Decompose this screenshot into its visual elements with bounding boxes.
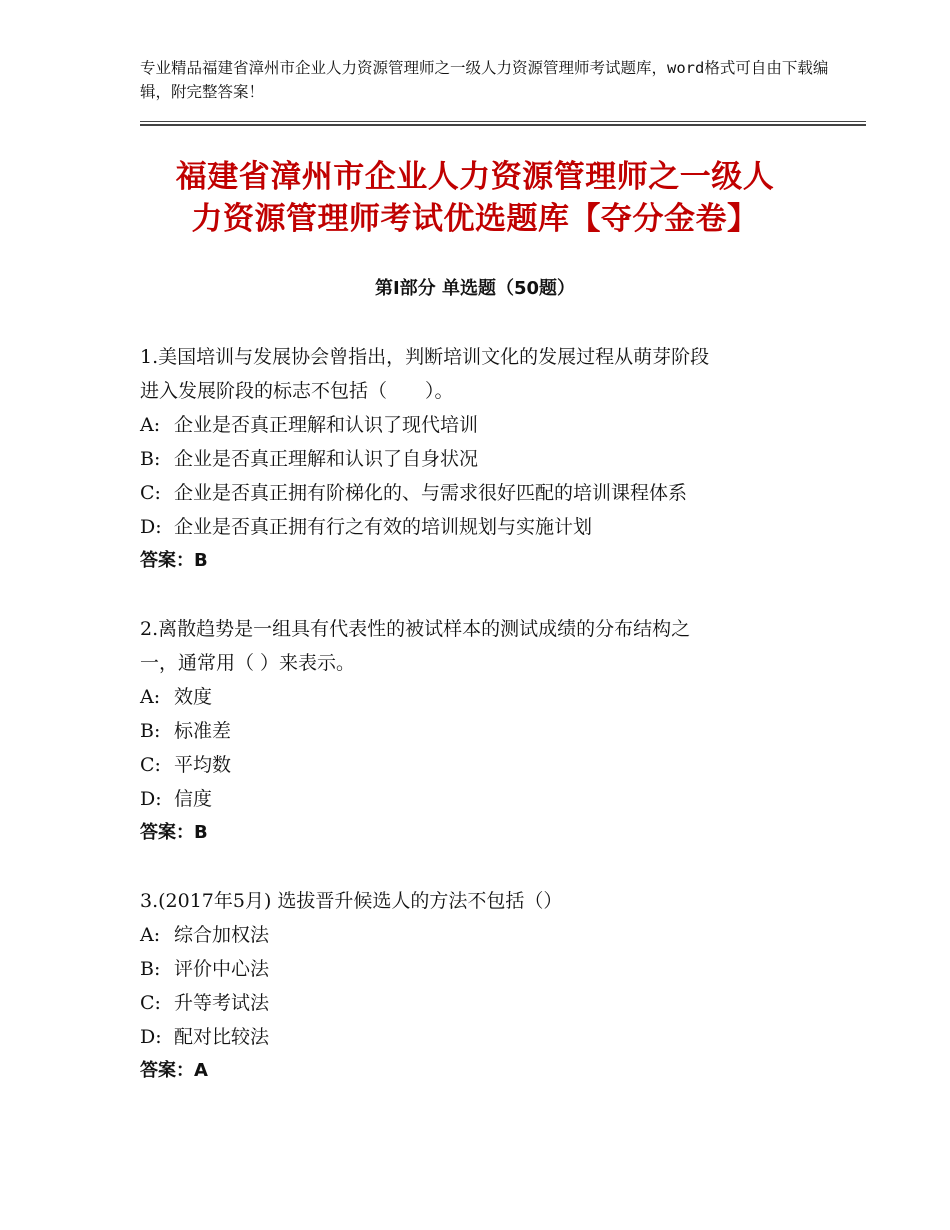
option-d: [140, 782, 810, 816]
option-a: [140, 680, 810, 714]
answer-label: 答案：B: [140, 822, 208, 843]
option-key: C:: [140, 992, 161, 1014]
question-stem: 3.(2017年5月) 选拔晋升候选人的方法不包括（）: [140, 890, 563, 912]
question-stem-continued: 一，通常用（ ）来表示。: [140, 652, 356, 674]
option-key: A:: [140, 414, 161, 436]
option-key: D:: [140, 1026, 162, 1048]
option-key: C:: [140, 482, 161, 504]
question-1: [140, 340, 810, 578]
option-text: 信度: [174, 788, 213, 810]
section-heading: 第Ⅰ部分 单选题（50题）: [374, 278, 575, 299]
answer-label: 答案：A: [140, 1060, 208, 1081]
document-title: [140, 156, 810, 240]
header-divider: [140, 121, 866, 126]
option-d: [140, 510, 810, 544]
option-text: 企业是否真正拥有行之有效的培训规划与实施计划: [174, 516, 593, 538]
option-key: D:: [140, 516, 162, 538]
option-text: 综合加权法: [174, 924, 270, 946]
option-text: 升等考试法: [174, 992, 270, 1014]
option-text: 评价中心法: [174, 958, 270, 980]
option-key: C:: [140, 754, 161, 776]
option-key: A:: [140, 686, 161, 708]
header-note: 专业精品福建省漳州市企业人力资源管理师之一级人力资源管理师考试题库，word格式可自由下载编辑，附完整答案！: [140, 59, 829, 101]
option-text: 配对比较法: [174, 1026, 270, 1048]
option-d: [140, 1020, 810, 1054]
option-c: [140, 748, 810, 782]
question-list: [140, 340, 810, 1122]
answer-label: 答案：B: [140, 550, 208, 571]
question-3: [140, 884, 810, 1088]
option-key: B:: [140, 720, 161, 742]
option-key: A:: [140, 924, 161, 946]
option-c: [140, 476, 810, 510]
option-text: 平均数: [174, 754, 232, 776]
option-c: [140, 986, 810, 1020]
question-stem: 2.离散趋势是一组具有代表性的被试样本的测试成绩的分布结构之: [140, 618, 691, 640]
option-text: 企业是否真正拥有阶梯化的、与需求很好匹配的培训课程体系: [174, 482, 688, 504]
option-text: 企业是否真正理解和认识了自身状况: [174, 448, 479, 470]
title-line-2: 力资源管理师考试优选题库【夺分金卷】: [191, 201, 759, 237]
option-b: [140, 442, 810, 476]
option-key: B:: [140, 958, 161, 980]
option-key: D:: [140, 788, 162, 810]
option-key: B:: [140, 448, 161, 470]
title-line-1: 福建省漳州市企业人力资源管理师之一级人: [175, 159, 775, 195]
question-stem: 1.美国培训与发展协会曾指出，判断培训文化的发展过程从萌芽阶段: [140, 346, 710, 368]
option-text: 企业是否真正理解和认识了现代培训: [174, 414, 479, 436]
option-text: 效度: [174, 686, 213, 708]
option-b: [140, 714, 810, 748]
option-a: [140, 918, 810, 952]
option-a: [140, 408, 810, 442]
option-text: 标准差: [174, 720, 232, 742]
question-2: [140, 612, 810, 850]
option-b: [140, 952, 810, 986]
question-stem-continued: 进入发展阶段的标志不包括（ ）。: [140, 380, 454, 402]
